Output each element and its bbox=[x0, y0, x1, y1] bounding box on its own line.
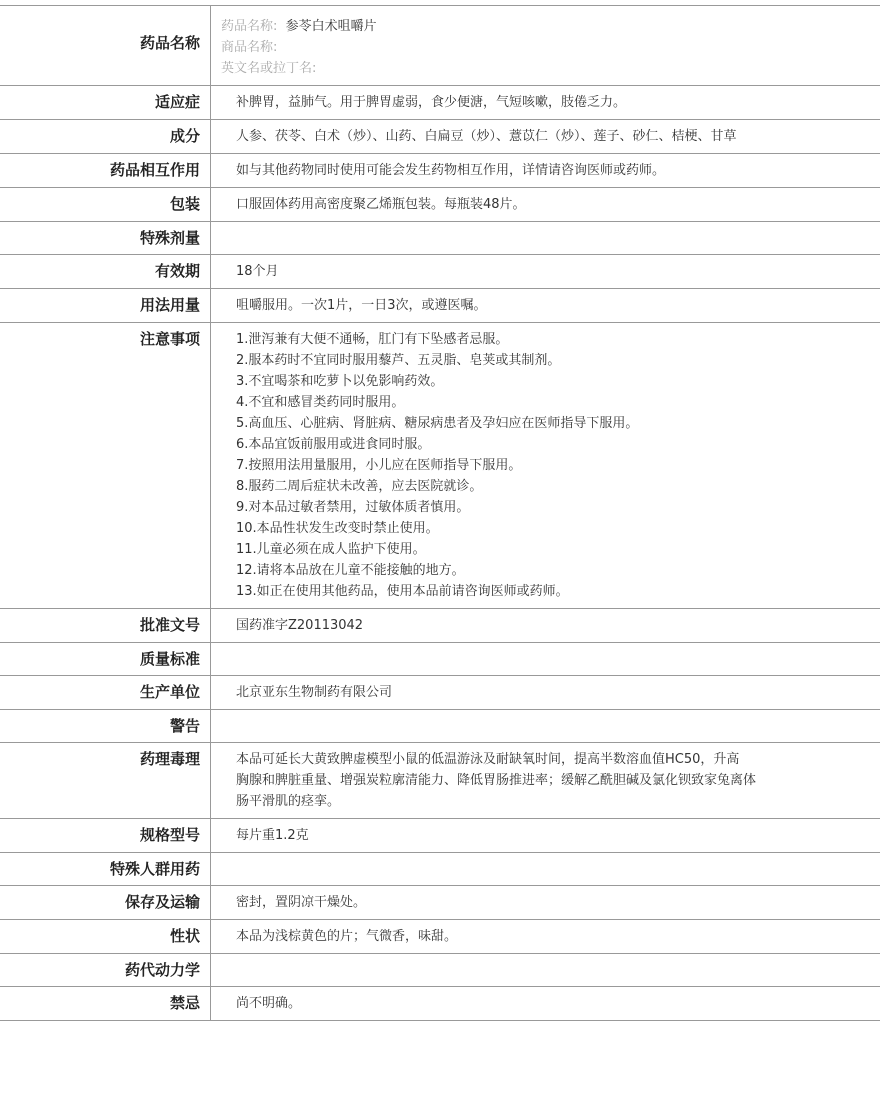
manufacturer-value: 北京亚东生物制药有限公司 bbox=[211, 676, 880, 710]
precaution-item: 5.高血压、心脏病、肾脏病、糖尿病患者及孕妇应在医师指导下服用。 bbox=[236, 416, 639, 431]
interactions-label: 药品相互作用 bbox=[0, 154, 211, 188]
pharmacology-line: 肠平滑肌的痉挛。 bbox=[236, 794, 341, 809]
validity-value: 18个月 bbox=[211, 255, 880, 289]
row-contraindications bbox=[0, 987, 880, 1021]
ingredients-label: 成分 bbox=[0, 120, 211, 154]
precautions-list bbox=[211, 323, 880, 609]
row-storage bbox=[0, 886, 880, 920]
appearance-value: 本品为浅棕黄色的片；气微香，味甜。 bbox=[211, 920, 880, 954]
contraindications-value: 尚不明确。 bbox=[211, 987, 880, 1021]
approval-value: 国药准字Z20113042 bbox=[211, 609, 880, 643]
english-name-prefix: 英文名或拉丁名: bbox=[221, 61, 317, 76]
precaution-item: 9.对本品过敏者禁用，过敏体质者慎用。 bbox=[236, 500, 470, 515]
precaution-item: 10.本品性状发生改变时禁止使用。 bbox=[236, 521, 439, 536]
generic-name-prefix: 药品名称: bbox=[221, 19, 278, 34]
precaution-item: 7.按照用法用量服用，小儿应在医师指导下服用。 bbox=[236, 458, 522, 473]
trade-name-prefix: 商品名称: bbox=[221, 40, 278, 55]
row-package bbox=[0, 188, 880, 222]
precaution-item: 13.如正在使用其他药品，使用本品前请咨询医师或药师。 bbox=[236, 584, 569, 599]
row-quality bbox=[0, 643, 880, 676]
warning-value bbox=[211, 710, 880, 743]
precautions-label: 注意事项 bbox=[0, 323, 211, 609]
row-indication bbox=[0, 86, 880, 120]
precaution-item: 2.服本药时不宜同时服用藜芦、五灵脂、皂荚或其制剂。 bbox=[236, 353, 561, 368]
precaution-item: 6.本品宜饭前服用或进食同时服。 bbox=[236, 437, 431, 452]
row-special-population bbox=[0, 853, 880, 886]
storage-label: 保存及运输 bbox=[0, 886, 211, 920]
special-population-value bbox=[211, 853, 880, 886]
quality-label: 质量标准 bbox=[0, 643, 211, 676]
manufacturer-label: 生产单位 bbox=[0, 676, 211, 710]
precaution-item: 4.不宜和感冒类药同时服用。 bbox=[236, 395, 405, 410]
quality-value bbox=[211, 643, 880, 676]
row-warning bbox=[0, 710, 880, 743]
contraindications-label: 禁忌 bbox=[0, 987, 211, 1021]
spec-label: 规格型号 bbox=[0, 819, 211, 853]
precaution-item: 12.请将本品放在儿童不能接触的地方。 bbox=[236, 563, 465, 578]
pharmacokinetics-label: 药代动力学 bbox=[0, 954, 211, 987]
spec-value: 每片重1.2克 bbox=[211, 819, 880, 853]
package-label: 包装 bbox=[0, 188, 211, 222]
usage-value: 咀嚼服用。一次1片，一日3次，或遵医嘱。 bbox=[211, 289, 880, 323]
drug-info-table bbox=[0, 5, 880, 1021]
drug-info-sheet bbox=[0, 5, 880, 1021]
pharmacology-label: 药理毒理 bbox=[0, 743, 211, 819]
row-approval bbox=[0, 609, 880, 643]
drug-name-block bbox=[211, 6, 880, 85]
interactions-value: 如与其他药物同时使用可能会发生药物相互作用，详情请咨询医师或药师。 bbox=[211, 154, 880, 188]
pharmacokinetics-value bbox=[211, 954, 880, 987]
special-dosage-value bbox=[211, 222, 880, 255]
special-population-label: 特殊人群用药 bbox=[0, 853, 211, 886]
precaution-item: 11.儿童必须在成人监护下使用。 bbox=[236, 542, 426, 557]
row-special-dosage bbox=[0, 222, 880, 255]
indication-value: 补脾胃，益肺气。用于脾胃虚弱，食少便溏，气短咳嗽，肢倦乏力。 bbox=[211, 86, 880, 120]
precaution-item: 3.不宜喝茶和吃萝卜以免影响药效。 bbox=[236, 374, 444, 389]
drug-name-label: 药品名称 bbox=[0, 6, 211, 86]
approval-label: 批准文号 bbox=[0, 609, 211, 643]
pharmacology-text bbox=[211, 743, 880, 819]
indication-label: 适应症 bbox=[0, 86, 211, 120]
appearance-label: 性状 bbox=[0, 920, 211, 954]
row-ingredients bbox=[0, 120, 880, 154]
row-drug-name bbox=[0, 6, 880, 86]
package-value: 口服固体药用高密度聚乙烯瓶包装。每瓶装48片。 bbox=[211, 188, 880, 222]
special-dosage-label: 特殊剂量 bbox=[0, 222, 211, 255]
row-manufacturer bbox=[0, 676, 880, 710]
storage-value: 密封，置阴凉干燥处。 bbox=[211, 886, 880, 920]
row-pharmacology bbox=[0, 743, 880, 819]
row-appearance bbox=[0, 920, 880, 954]
validity-label: 有效期 bbox=[0, 255, 211, 289]
usage-label: 用法用量 bbox=[0, 289, 211, 323]
row-precautions bbox=[0, 323, 880, 609]
row-pharmacokinetics bbox=[0, 954, 880, 987]
ingredients-value: 人参、茯苓、白术（炒）、山药、白扁豆（炒）、薏苡仁（炒）、莲子、砂仁、桔梗、甘草 bbox=[211, 120, 880, 154]
pharmacology-line: 本品可延长大黄致脾虚模型小鼠的低温游泳及耐缺氧时间，提高半数溶血值HC50，升高 bbox=[236, 752, 740, 767]
row-spec bbox=[0, 819, 880, 853]
row-validity bbox=[0, 255, 880, 289]
generic-name-value: 参苓白术咀嚼片 bbox=[285, 19, 377, 34]
precaution-item: 8.服药二周后症状未改善，应去医院就诊。 bbox=[236, 479, 483, 494]
row-usage bbox=[0, 289, 880, 323]
row-interactions bbox=[0, 154, 880, 188]
precaution-item: 1.泄泻兼有大便不通畅，肛门有下坠感者忌服。 bbox=[236, 332, 509, 347]
pharmacology-line: 胸腺和脾脏重量、增强炭粒廓清能力、降低胃肠推进率；缓解乙酰胆碱及氯化钡致家兔离体 bbox=[236, 773, 757, 788]
warning-label: 警告 bbox=[0, 710, 211, 743]
